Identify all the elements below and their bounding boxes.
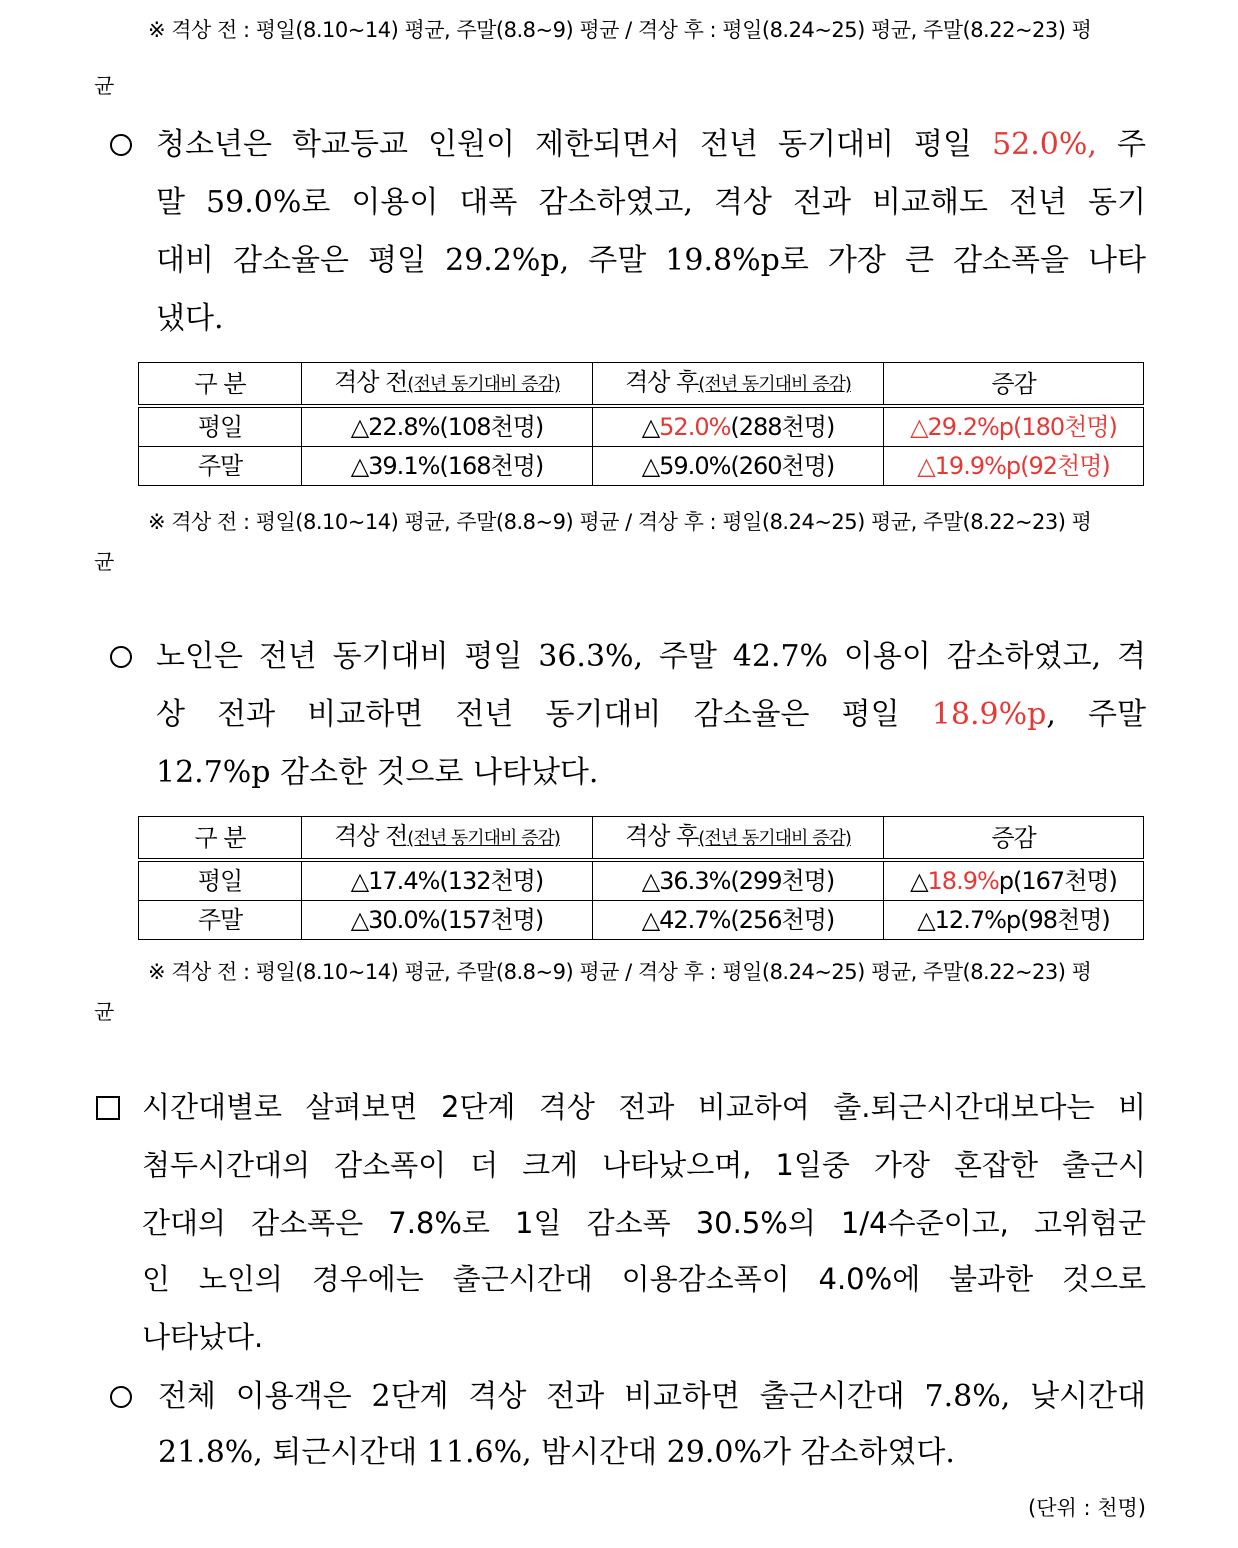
header-diff: 증감 [884, 817, 1144, 861]
table-row [139, 860, 1144, 901]
elder-line-3: 12.7%p 감소한 것으로 나타났다. [156, 755, 599, 790]
youth-line-4: 냈다. [156, 301, 224, 336]
note-line-2: 균 [94, 74, 115, 98]
note-line-2: 균 [94, 1000, 115, 1024]
note-line-1: ※ 격상 전 : 평일(8.10~14) 평균, 주말(8.8~9) 평균 / 격상 후 : 평일(8.24~25) 평균, 주말(8.22~23) 평 [148, 18, 1092, 42]
cell-before: △39.1%(168천명) [302, 447, 593, 486]
circle-bullet-icon [110, 646, 132, 668]
youth-line-2: 말 59.0%로 이용이 대폭 감소하였고, 격상 전과 비교해도 전년 동기 [156, 185, 1146, 220]
header-after: 격상 후(전년 동기대비 증감) [593, 363, 884, 407]
total-line-2: 21.8%, 퇴근시간대 11.6%, 밤시간대 29.0%가 감소하였다. [158, 1435, 955, 1470]
row-label: 주말 [139, 447, 302, 486]
table-header-row [139, 817, 1144, 861]
time-line-4: 인 노인의 경우에는 출근시간대 이용감소폭이 4.0%에 불과한 것으로 [142, 1262, 1146, 1296]
cell-diff: △18.9%p(167천명) [884, 860, 1144, 901]
cell-after: △36.3%(299천명) [593, 860, 884, 901]
time-line-1: 시간대별로 살펴보면 2단계 격상 전과 비교하여 출.퇴근시간대보다는 비 [142, 1090, 1146, 1124]
note-line-2: 균 [94, 550, 115, 574]
elder-line-2: 상 전과 비교하면 전년 동기대비 감소율은 평일 18.9%p, 주말 [156, 697, 1146, 732]
circle-bullet-icon [110, 134, 132, 156]
total-line-1: 전체 이용객은 2단계 격상 전과 비교하면 출근시간대 7.8%, 낮시간대 [158, 1379, 1146, 1414]
note-line-1: ※ 격상 전 : 평일(8.10~14) 평균, 주말(8.8~9) 평균 / 격상 후 : 평일(8.24~25) 평균, 주말(8.22~23) 평 [148, 510, 1092, 534]
cell-diff: △29.2%p(180천명) [884, 406, 1144, 447]
header-after: 격상 후(전년 동기대비 증감) [593, 817, 884, 861]
square-bullet-icon [96, 1096, 120, 1120]
header-before: 격상 전(전년 동기대비 증감) [302, 817, 593, 861]
cell-diff: △12.7%p(98천명) [884, 901, 1144, 940]
cell-before: △30.0%(157천명) [302, 901, 593, 940]
table-header-row [139, 363, 1144, 407]
table-row [139, 447, 1144, 486]
youth-table [138, 362, 1144, 486]
cell-before: △22.8%(108천명) [302, 406, 593, 447]
cell-after: △52.0%(288천명) [593, 406, 884, 447]
time-line-2: 첨두시간대의 감소폭이 더 크게 나타났으며, 1일중 가장 혼잡한 출근시 [142, 1148, 1146, 1182]
header-before: 격상 전(전년 동기대비 증감) [302, 363, 593, 407]
time-line-5: 나타났다. [142, 1320, 264, 1354]
elder-line-1: 노인은 전년 동기대비 평일 36.3%, 주말 42.7% 이용이 감소하였고, 격 [156, 639, 1146, 674]
table-row [139, 406, 1144, 447]
cell-diff: △19.9%p(92천명) [884, 447, 1144, 486]
youth-line-1: 청소년은 학교등교 인원이 제한되면서 전년 동기대비 평일 52.0%, 주 [156, 127, 1146, 162]
cell-before: △17.4%(132천명) [302, 860, 593, 901]
time-line-3: 간대의 감소폭은 7.8%로 1일 감소폭 30.5%의 1/4수준이고, 고위험군 [142, 1206, 1146, 1240]
cell-after: △42.7%(256천명) [593, 901, 884, 940]
row-label: 평일 [139, 860, 302, 901]
note-line-1: ※ 격상 전 : 평일(8.10~14) 평균, 주말(8.8~9) 평균 / 격상 후 : 평일(8.24~25) 평균, 주말(8.22~23) 평 [148, 960, 1092, 984]
cell-after: △59.0%(260천명) [593, 447, 884, 486]
header-category: 구 분 [139, 817, 302, 861]
elder-table [138, 816, 1144, 940]
header-category: 구 분 [139, 363, 302, 407]
row-label: 평일 [139, 406, 302, 447]
header-diff: 증감 [884, 363, 1144, 407]
unit-label: (단위 : 천명) [1028, 1496, 1146, 1520]
row-label: 주말 [139, 901, 302, 940]
youth-line-3: 대비 감소율은 평일 29.2%p, 주말 19.8%p로 가장 큰 감소폭을 나타 [156, 243, 1146, 278]
table-row [139, 901, 1144, 940]
circle-bullet-icon [110, 1386, 132, 1408]
